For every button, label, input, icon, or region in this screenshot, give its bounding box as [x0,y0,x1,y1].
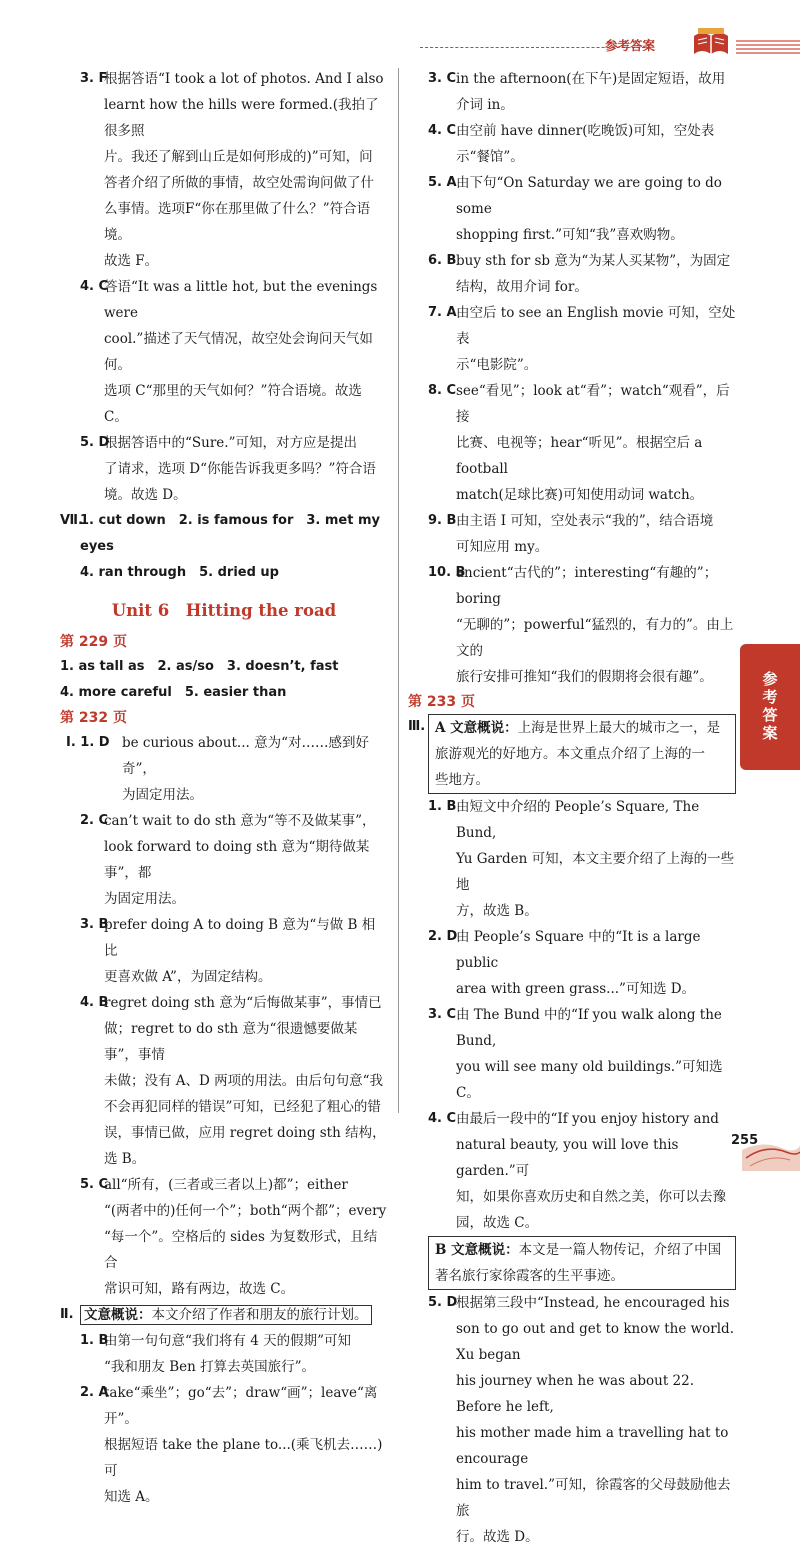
answer-item [60,1380,388,1510]
answer-text: 片。我还了解到山丘是如何形成的)”可知，问 [104,149,373,165]
answer-item [408,118,736,170]
summary-text: 本文是一篇人物传记，介绍了中国 [518,1242,722,1258]
answer-text: learnt how the hills were formed.(我拍了很多照 [104,97,379,139]
answer-text: son to go out and get to know the world. Xu began [456,1321,734,1363]
header-stripes [736,38,800,54]
answer-text: area with green grass...”可知选 D。 [456,981,696,997]
answer-number: 9. B [428,513,457,528]
answer-text: 可知应用 my。 [456,539,549,555]
answer-item [408,924,736,1002]
side-tab-label: 参考答案 [760,671,779,743]
answer-text: 比赛、电视等；hear“听见”。根据空后 a football [456,435,703,477]
page-corner-swirl-icon [742,1128,800,1171]
answer-text: 根据答语中的“Sure.”可知，对方应是提出 [104,435,357,451]
section-roman: Ⅲ. [408,719,426,734]
answer-text: 为固定用法。 [122,787,203,803]
answer-text: 由第一句句意“我们将有 4 天的假期”可知 [104,1333,351,1349]
answer-item [408,170,736,248]
right-column [408,66,736,1550]
answer-text: him to travel.”可知，徐霞客的父母鼓励他去旅 [456,1477,731,1519]
answer-text: in the afternoon(在下午)是固定短语，故用 [456,71,726,87]
answer-text: 不会再犯同样的错误”可知，已经犯了粗心的错 [104,1099,381,1115]
answer-number: 1. B [428,799,457,814]
answer-number: 10. B [428,565,466,580]
answer-text: 由空前 have dinner(吃晚饭)可知，空处表 [456,123,715,139]
answer-number: 4. C [428,123,457,138]
answer-text: take“乘坐”；go“去”；draw“画”；leave“离开”。 [104,1385,378,1427]
section-roman: Ⅱ. [60,1307,74,1322]
answer-item [408,248,736,300]
answer-number: 4. C [428,1111,457,1126]
answer-number: 5. D [428,1295,458,1310]
answer-number: 3. B [80,917,109,932]
answer-item [60,912,388,990]
answer-text: 示“电影院”。 [456,357,538,373]
answer-text: “无聊的”；powerful“猛烈的，有力的”。由上文的 [456,617,734,659]
answer-line: 1. as tall as 2. as/so 3. doesn’t, fast [60,659,339,674]
answer-line: 4. ran through 5. dried up [80,565,279,580]
answer-item [60,730,388,808]
answer-item [60,66,388,274]
summary-text: 著名旅行家徐霞客的生平事迹。 [435,1268,624,1284]
answer-text: “(两者中的)任何一个”；both“两个都”；every [104,1203,387,1219]
answer-item [408,1106,736,1236]
answer-item [408,66,736,118]
answer-number: 3. F [80,71,108,86]
answer-text: natural beauty, you will love this garden.”可 [456,1137,679,1179]
summary-text: 旅游观光的好地方。本文重点介绍了上海的一 [435,746,705,762]
answer-text: 园，故选 C。 [456,1215,539,1231]
answer-item [408,1002,736,1106]
answer-line: 4. more careful 5. easier than [60,685,287,700]
answer-number: 5. C [80,1177,109,1192]
answer-text: match(足球比赛)可知使用动词 watch。 [456,487,704,503]
answer-line: 1. cut down 2. is famous for 3. met my eyes [80,513,380,554]
answer-number: 3. C [428,71,457,86]
answer-text: look forward to doing sth 意为“期待做某事”，都 [104,839,370,881]
answer-text: 了请求，选项 D“你能告诉我更多吗？”符合语 [104,461,376,477]
page-ref: 第 233 页 [408,694,475,710]
answer-text: 由最后一段中的“If you enjoy history and [456,1111,719,1127]
answer-number: 5. A [428,175,457,190]
answer-text: 境。故选 D。 [104,487,187,503]
page-number: 255 [731,1133,759,1148]
answer-item [60,1328,388,1380]
unit-title: Unit 6 Hitting the road [111,601,337,620]
summary-text: 些地方。 [435,772,489,788]
answer-text: 由主语 I 可知，空处表示“我的”，结合语境 [456,513,714,529]
summary-label: B 文意概说： [435,1242,519,1258]
summary-label: A 文意概说： [435,720,518,736]
answer-text: 更喜欢做 A”，为固定结构。 [104,969,272,985]
side-tab [740,644,800,770]
answer-text: 为固定用法。 [104,891,185,907]
answer-text: 由短文中介绍的 People’s Square, The Bund, [456,799,700,841]
answer-text: all“所有，(三者或三者以上)都”；either [104,1177,348,1193]
answer-number: 1. B [80,1333,109,1348]
answer-item [408,508,736,560]
answer-text: 由 The Bund 中的“If you walk along the Bund, [456,1007,722,1049]
answer-number: 8. C [428,383,457,398]
answer-number: 7. A [428,305,457,320]
answer-text: 行。故选 D。 [456,1529,539,1545]
answer-text: 旅行安排可推知“我们的假期将会很有趣”。 [456,669,713,685]
answer-number: 3. C [428,1007,457,1022]
left-column [60,66,388,1510]
section-ii [60,1302,388,1328]
answer-text: 做；regret to do sth 意为“很遗憾要做某事”，事情 [104,1021,358,1063]
answer-item [60,430,388,508]
answer-text: “我和朋友 Ben 打算去英国旅行”。 [104,1359,315,1375]
answer-text: 由空后 to see an English movie 可知，空处表 [456,305,736,347]
summary-box [428,714,736,794]
answer-number: 4. B [80,995,109,1010]
answer-text: 么事情。选项F“你在那里做了什么？”符合语境。 [104,201,371,243]
answer-item [60,808,388,912]
answer-text: ancient“古代的”；interesting“有趣的”；boring [456,565,718,607]
section-iii [408,714,736,794]
answer-text: you will see many old buildings.”可知选 C。 [456,1059,723,1101]
answer-number: Ⅰ. 1. D [66,735,110,750]
answer-number: 5. D [80,435,110,450]
answer-text: his mother made him a travelling hat to encourage [456,1425,729,1467]
section-roman: Ⅶ. [60,513,83,528]
answer-text: cool.”描述了天气情况，故空处会询问天气如何。 [104,331,373,373]
answer-text: 未做；没有 A、D 两项的用法。由后句句意“我 [104,1073,384,1089]
answer-text: be curious about... 意为“对……感到好奇”， [122,735,369,777]
answer-item [60,990,388,1172]
answer-item [408,300,736,378]
answer-text: 常识可知，路有两边，故选 C。 [104,1281,295,1297]
answer-text: 示“餐馆”。 [456,149,524,165]
page-ref: 第 229 页 [60,634,127,650]
answer-text: 由 People’s Square 中的“It is a large public [456,929,701,971]
answer-text: 由下句“On Saturday we are going to do some [456,175,722,217]
column-divider [398,68,399,1113]
answer-item [408,560,736,690]
answer-text: can’t wait to do sth 意为“等不及做某事”， [104,813,376,829]
answer-text: “每一个”。空格后的 sides 为复数形式，且结合 [104,1229,378,1271]
answer-item [60,274,388,430]
section-iii-b [408,1236,736,1290]
answer-text: 根据第三段中“Instead, he encouraged his [456,1295,730,1311]
answer-number: 4. C [80,279,109,294]
answer-item [60,1172,388,1302]
page-ref: 第 232 页 [60,710,127,726]
answer-text: prefer doing A to doing B 意为“与做 B 相比 [104,917,376,959]
answer-text: 介词 in。 [456,97,514,113]
answer-text: 根据答语“I took a lot of photos. And I also [104,71,384,87]
answer-text: buy sth for sb 意为“为某人买某物”，为固定 [456,253,731,269]
summary-box [428,1236,736,1290]
summary-label: 文意概说： [84,1307,152,1323]
answer-item [408,378,736,508]
answer-text: 误，事情已做，应用 regret doing sth 结构，选 B。 [104,1125,386,1167]
books-logo-icon [690,26,732,58]
summary-text: 上海是世界上最大的城市之一，是 [517,720,721,736]
summary-text: 本文介绍了作者和朋友的旅行计划。 [151,1307,368,1323]
answer-number: 6. B [428,253,457,268]
answer-item [408,794,736,924]
header-label: 参考答案 [605,38,656,53]
answer-text: shopping first.”可知“我”喜欢购物。 [456,227,684,243]
answer-number: 2. A [80,1385,109,1400]
answer-item [408,1290,736,1550]
answer-text: 结构，故用介词 for。 [456,279,588,295]
answer-text: see“看见”；look at“看”；watch“观看”，后接 [456,383,730,425]
answer-text: 答者介绍了所做的事情，故空处需询问做了什 [104,175,374,191]
answer-text: 方，故选 B。 [456,903,538,919]
answer-text: his journey when he was about 22. Before he left, [456,1373,695,1415]
section-vii [60,508,388,586]
summary-box [80,1305,372,1325]
answer-number: 2. C [80,813,109,828]
answer-text: Yu Garden 可知，本文主要介绍了上海的一些地 [456,851,735,893]
answer-text: 答语“It was a little hot, but the evenings were [104,279,378,321]
answer-text: regret doing sth 意为“后悔做某事”，事情已 [104,995,382,1011]
answer-number: 2. D [428,929,458,944]
answer-text: 故选 F。 [104,253,159,269]
answer-text: 选项 C“那里的天气如何？”符合语境。故选 C。 [104,383,362,425]
answer-text: 知，如果你喜欢历史和自然之美，你可以去豫 [456,1189,726,1205]
answer-text: 根据短语 take the plane to...(乘飞机去……)可 [104,1437,383,1479]
answer-text: 知选 A。 [104,1489,159,1505]
